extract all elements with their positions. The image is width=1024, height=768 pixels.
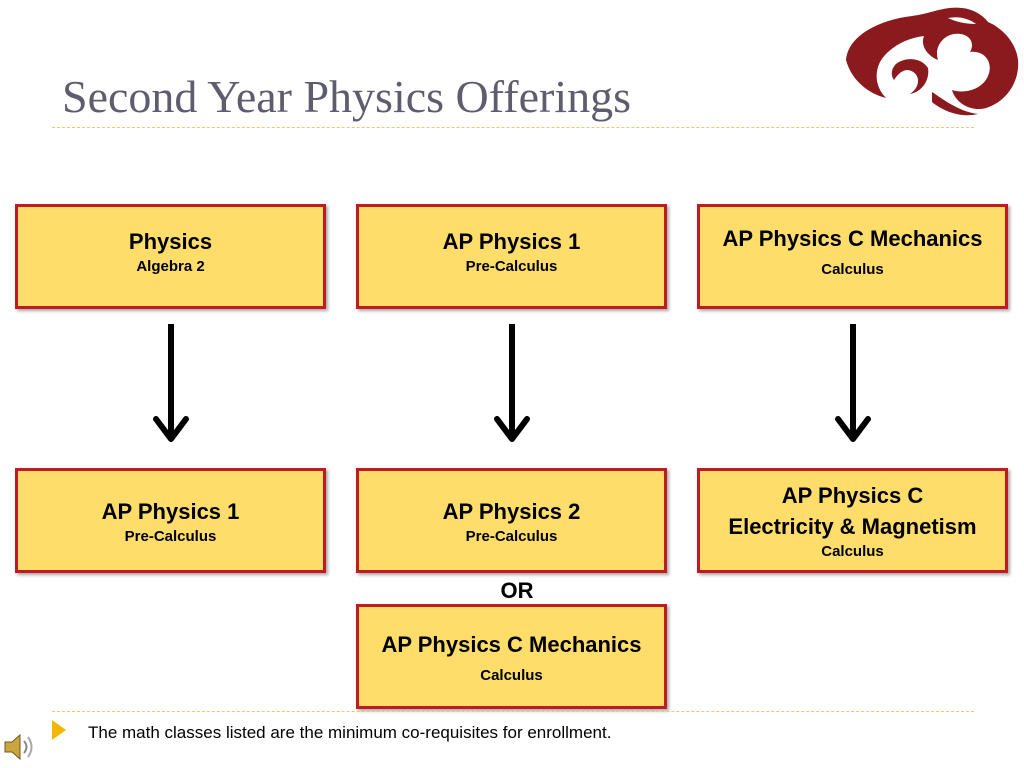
arrow-down-icon — [151, 322, 191, 446]
course-box-ap-physics-c-mechanics-alt — [356, 604, 667, 709]
footer-divider — [52, 711, 974, 712]
course-box-ap-physics-2 — [356, 468, 667, 573]
arrow-down-icon — [492, 322, 532, 446]
course-name: AP Physics C Mechanics — [381, 631, 642, 657]
course-name: AP Physics 1 — [101, 498, 240, 524]
course-name: AP Physics C Mechanics — [722, 225, 983, 251]
course-name-line2: Electricity & Magnetism — [728, 514, 977, 539]
title-divider — [52, 127, 974, 128]
course-box-ap-physics-1 — [356, 204, 667, 309]
course-prereq: Calculus — [480, 666, 543, 684]
or-label: OR — [500, 578, 534, 603]
course-box-physics — [15, 204, 326, 309]
course-prereq: Algebra 2 — [136, 257, 205, 275]
course-name: AP Physics 2 — [442, 498, 581, 524]
course-prereq: Pre-Calculus — [465, 527, 558, 545]
course-prereq: Calculus — [821, 260, 884, 278]
slide-title: Second Year Physics Offerings — [62, 71, 632, 122]
course-box-ap-physics-1-next — [15, 468, 326, 573]
course-prereq: Calculus — [821, 543, 884, 560]
triangle-bullet-icon — [52, 720, 66, 740]
course-name: AP Physics 1 — [442, 228, 581, 254]
footnote: The math classes listed are the minimum co-requisites for enrollment. — [88, 723, 612, 742]
speaker-icon[interactable] — [2, 730, 36, 764]
course-name-line1: AP Physics C — [781, 483, 924, 508]
course-box-ap-physics-c-em — [697, 468, 1008, 573]
course-name: Physics — [128, 228, 213, 254]
course-prereq: Pre-Calculus — [124, 527, 217, 545]
cougar-logo-icon — [836, 2, 1022, 120]
course-box-ap-physics-c-mechanics — [697, 204, 1008, 309]
course-prereq: Pre-Calculus — [465, 257, 558, 275]
arrow-down-icon — [833, 322, 873, 446]
